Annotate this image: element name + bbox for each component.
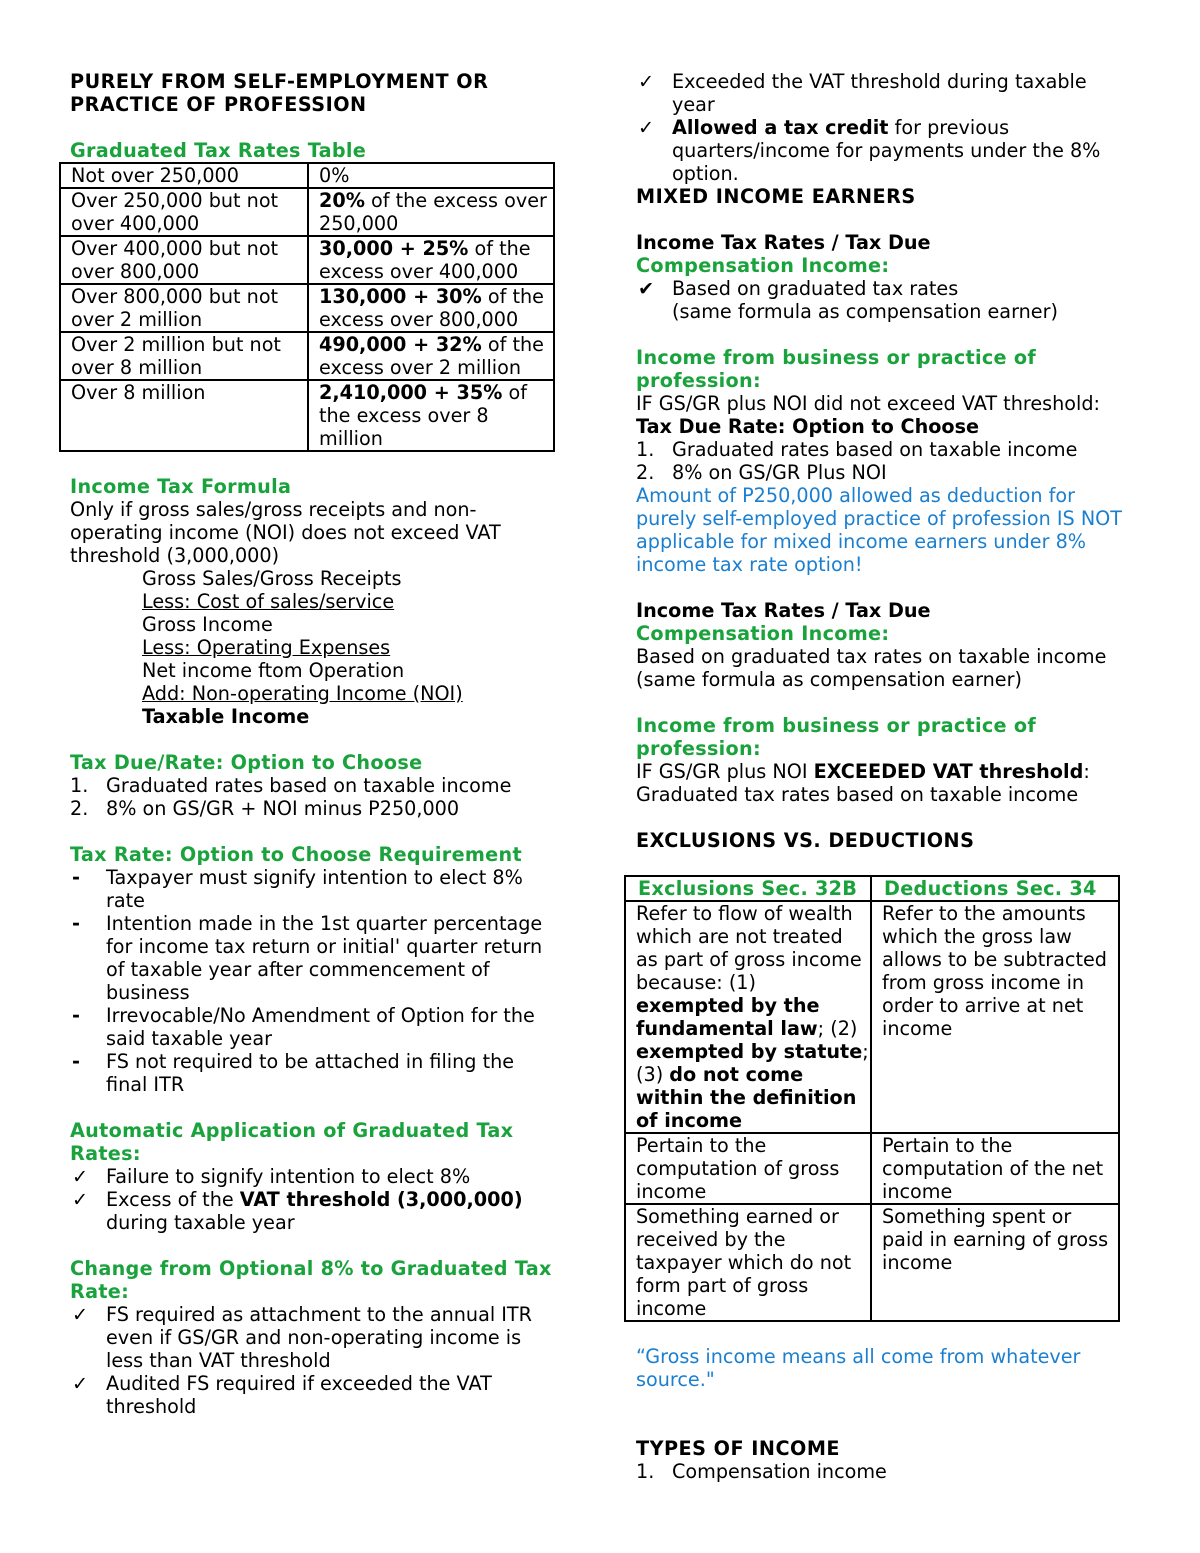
dash-bullet: - [72, 1004, 80, 1027]
rate-cell [308, 163, 554, 188]
auto-text: Excess of the [106, 1188, 240, 1211]
auto-text: during taxable year [106, 1211, 295, 1234]
option-list [70, 774, 560, 820]
table-row [60, 332, 554, 380]
section-heading-line2: PRACTICE OF PROFESSION [70, 93, 367, 116]
list-item [70, 912, 560, 1004]
list-item [636, 70, 1126, 116]
list-item [636, 116, 1126, 185]
list-item: 1. Compensation income [636, 1460, 887, 1483]
list-item [70, 1004, 560, 1050]
column-header: Deductions Sec. 34 [871, 876, 1119, 901]
s1-note: Amount of P250,000 allowed as deduction for purely self-employed practice of profession IS NOT applicable for mixed income earners under 8% income tax rate option! [636, 484, 1123, 576]
cell-text: Refer to flow of wealth which are not treated as part of gross income because: (1) [636, 902, 862, 994]
check-icon: ✓ [638, 70, 655, 93]
rate-cell [308, 188, 554, 236]
change-list [70, 1303, 560, 1418]
formula-title: Income Tax Formula [70, 475, 292, 498]
bracket-cell: Over 800,000 but not over 2 million [60, 284, 308, 332]
rate-text: of the excess over 8 million [319, 381, 527, 450]
check-icon: ✓ [72, 1188, 89, 1211]
column-header: Exclusions Sec. 32B [625, 876, 871, 901]
list-item: 2. 8% on GS/GR + NOI minus P250,000 [70, 797, 460, 820]
s2-biz-text: Graduated tax rates based on taxable income [636, 783, 1079, 806]
rate-text: of the excess over 2 million [319, 333, 544, 379]
rate-cell [308, 236, 554, 284]
s1-option-list [636, 438, 1126, 484]
excl-heading: EXCLUSIONS VS. DEDUCTIONS [636, 829, 975, 852]
rate-text: of the excess over 800,000 [319, 285, 544, 331]
s1-biz-cond: IF GS/GR plus NOI did not exceed VAT threshold: [636, 392, 1101, 415]
bracket-cell: Over 400,000 but not over 800,000 [60, 236, 308, 284]
bracket-cell: Over 2 million but not over 8 million [60, 332, 308, 380]
change-text: Audited FS required if exceeded the VAT threshold [106, 1372, 492, 1418]
bracket-cell: Not over 250,000 [60, 163, 308, 188]
rate-bold: 130,000 + 30% [319, 285, 482, 308]
cell-text: ; (3) [636, 1040, 869, 1086]
cond-text: : [1083, 760, 1090, 783]
requirement-text: Taxpayer must signify intention to elect 8% rate [106, 866, 523, 912]
cell-bold: do not come within the definition of income [636, 1063, 857, 1132]
cond-text: IF GS/GR plus NOI [636, 760, 814, 783]
bracket-cell: Over 8 million [60, 380, 308, 451]
formula-line: Less: Operating Expenses [142, 636, 391, 659]
auto-list [70, 1165, 560, 1234]
mixed-heading: MIXED INCOME EARNERS [636, 185, 916, 208]
table-row [60, 236, 554, 284]
formula-line: Add: Non-operating Income (NOI) [142, 682, 463, 705]
dash-bullet: - [72, 1050, 80, 1073]
check-icon: ✔ [638, 277, 655, 300]
cell-bold: exempted by statute [636, 1040, 863, 1063]
rate-text: 0% [319, 164, 350, 187]
requirement-text: FS not required to be attached in filing the final ITR [106, 1050, 515, 1096]
right-column [636, 70, 1126, 1483]
top-text: Exceeded the VAT threshold during taxable year [672, 70, 1087, 116]
quote: “Gross income means all come from whatever source." [636, 1345, 1081, 1391]
table-header-row [625, 876, 1119, 901]
formula-line: Gross Income [142, 613, 273, 636]
formula-intro: Only if gross sales/gross receipts and non-operating income (NOI) does not exceed VAT threshold (3,000,000) [70, 498, 501, 567]
rate-bold: 490,000 + 32% [319, 333, 482, 356]
table-row [625, 901, 1119, 1133]
types-heading: TYPES OF INCOME [636, 1437, 841, 1460]
list-item [70, 1165, 560, 1188]
option-title: Tax Due/Rate: Option to Choose [70, 751, 423, 774]
table-row [625, 1133, 1119, 1204]
list-item [636, 277, 1126, 323]
requirement-title: Tax Rate: Option to Choose Requirement [70, 843, 522, 866]
list-item [70, 1303, 560, 1372]
top-check-list [636, 70, 1126, 185]
bracket-cell: Over 250,000 but not over 400,000 [60, 188, 308, 236]
rate-cell [308, 284, 554, 332]
check-icon: ✓ [72, 1165, 89, 1188]
s1-biz-label: Income from business or practice of profession: [636, 346, 1036, 392]
s1-comp-label: Compensation Income: [636, 254, 890, 277]
list-item: 2. 8% on GS/GR Plus NOI [636, 461, 887, 484]
graduated-tax-table [59, 162, 555, 452]
section-heading: PURELY FROM SELF-EMPLOYMENT OR [70, 70, 489, 93]
table-row [60, 284, 554, 332]
cell-text: ; (2) [817, 1017, 858, 1040]
s2-comp-label: Compensation Income: [636, 622, 890, 645]
deduction-cell: Refer to the amounts which the gross law allows to be subtracted from gross income in order to arrive at net income [871, 901, 1119, 1133]
s2-comp-text: Based on graduated tax rates on taxable income (same formula as compensation earner) [636, 645, 1107, 691]
s2-title: Income Tax Rates / Tax Due [636, 599, 931, 622]
rate-bold: 20% [319, 189, 365, 212]
cond-bold: EXCEEDED VAT threshold [813, 760, 1084, 783]
dash-bullet: - [72, 866, 80, 889]
exclusion-cell: Pertain to the computation of gross income [625, 1133, 871, 1204]
table-row [60, 188, 554, 236]
check-icon: ✓ [638, 116, 655, 139]
exclusions-table [624, 875, 1120, 1322]
requirement-list [70, 866, 560, 1096]
list-item [70, 866, 560, 912]
formula-block [70, 567, 560, 728]
exclusion-cell [625, 901, 871, 1133]
s2-biz-label: Income from business or practice of profession: [636, 714, 1036, 760]
option-text: 8% on GS/GR + NOI minus P250,000 [106, 797, 460, 820]
formula-line: Less: Cost of sales/service [142, 590, 395, 613]
list-item: 1. Graduated rates based on taxable income [70, 774, 512, 797]
exclusion-cell: Something earned or received by the taxpayer which do not form part of gross income [625, 1204, 871, 1321]
rate-text: of the excess over 400,000 [319, 237, 531, 283]
top-bold: Allowed a tax credit [672, 116, 889, 139]
list-item [70, 1372, 560, 1418]
table-row [60, 163, 554, 188]
formula-line: Net income ftom Operation [142, 659, 405, 682]
option-text: Graduated rates based on taxable income [672, 438, 1078, 461]
requirement-text: Intention made in the 1st quarter percentage for income tax return or initial' quarter return of taxable year after commencement of business [106, 912, 543, 1004]
change-title: Change from Optional 8% to Graduated Tax Rate: [70, 1257, 552, 1303]
table-row [625, 1204, 1119, 1321]
change-text: FS required as attachment to the annual ITR even if GS/GR and non-operating income is less than VAT threshold [106, 1303, 532, 1372]
tax-table-title: Graduated Tax Rates Table [70, 139, 367, 162]
check-icon: ✓ [72, 1303, 89, 1326]
table-row [60, 380, 554, 451]
rate-cell [308, 380, 554, 451]
s2-biz-cond [636, 760, 1126, 783]
top-text: for previous quarters/income for payments under the 8% option. [672, 116, 1101, 185]
dash-bullet: - [72, 912, 80, 935]
comp-text-2: (same formula as compensation earner) [672, 300, 1058, 323]
rate-bold: 2,410,000 + 35% [319, 381, 503, 404]
list-item [70, 1050, 560, 1096]
auto-text: Failure to signify intention to elect 8% [106, 1165, 471, 1188]
cell-bold: exempted by the fundamental law [636, 994, 820, 1040]
type-text: Compensation income [672, 1460, 887, 1483]
deduction-cell: Pertain to the computation of the net income [871, 1133, 1119, 1204]
left-column [70, 70, 560, 1418]
list-item: 1. Graduated rates based on taxable income [636, 438, 1078, 461]
types-list [636, 1460, 1126, 1483]
s1-option-title: Tax Due Rate: Option to Choose [636, 415, 980, 438]
check-icon: ✓ [72, 1372, 89, 1395]
s1-title: Income Tax Rates / Tax Due [636, 231, 931, 254]
option-text: Graduated rates based on taxable income [106, 774, 512, 797]
comp-text: Based on graduated tax rates [672, 277, 959, 300]
deduction-cell: Something spent or paid in earning of gross income [871, 1204, 1119, 1321]
rate-cell [308, 332, 554, 380]
list-item [70, 1188, 560, 1234]
formula-line: Gross Sales/Gross Receipts [142, 567, 402, 590]
option-text: 8% on GS/GR Plus NOI [672, 461, 887, 484]
rate-bold: 30,000 + 25% [319, 237, 469, 260]
requirement-text: Irrevocable/No Amendment of Option for the said taxable year [106, 1004, 535, 1050]
rate-text: of the excess over 250,000 [319, 189, 547, 235]
auto-title: Automatic Application of Graduated Tax Rates: [70, 1119, 514, 1165]
formula-result: Taxable Income [142, 705, 310, 728]
auto-bold: VAT threshold (3,000,000) [239, 1188, 523, 1211]
s1-comp-list [636, 277, 1126, 323]
